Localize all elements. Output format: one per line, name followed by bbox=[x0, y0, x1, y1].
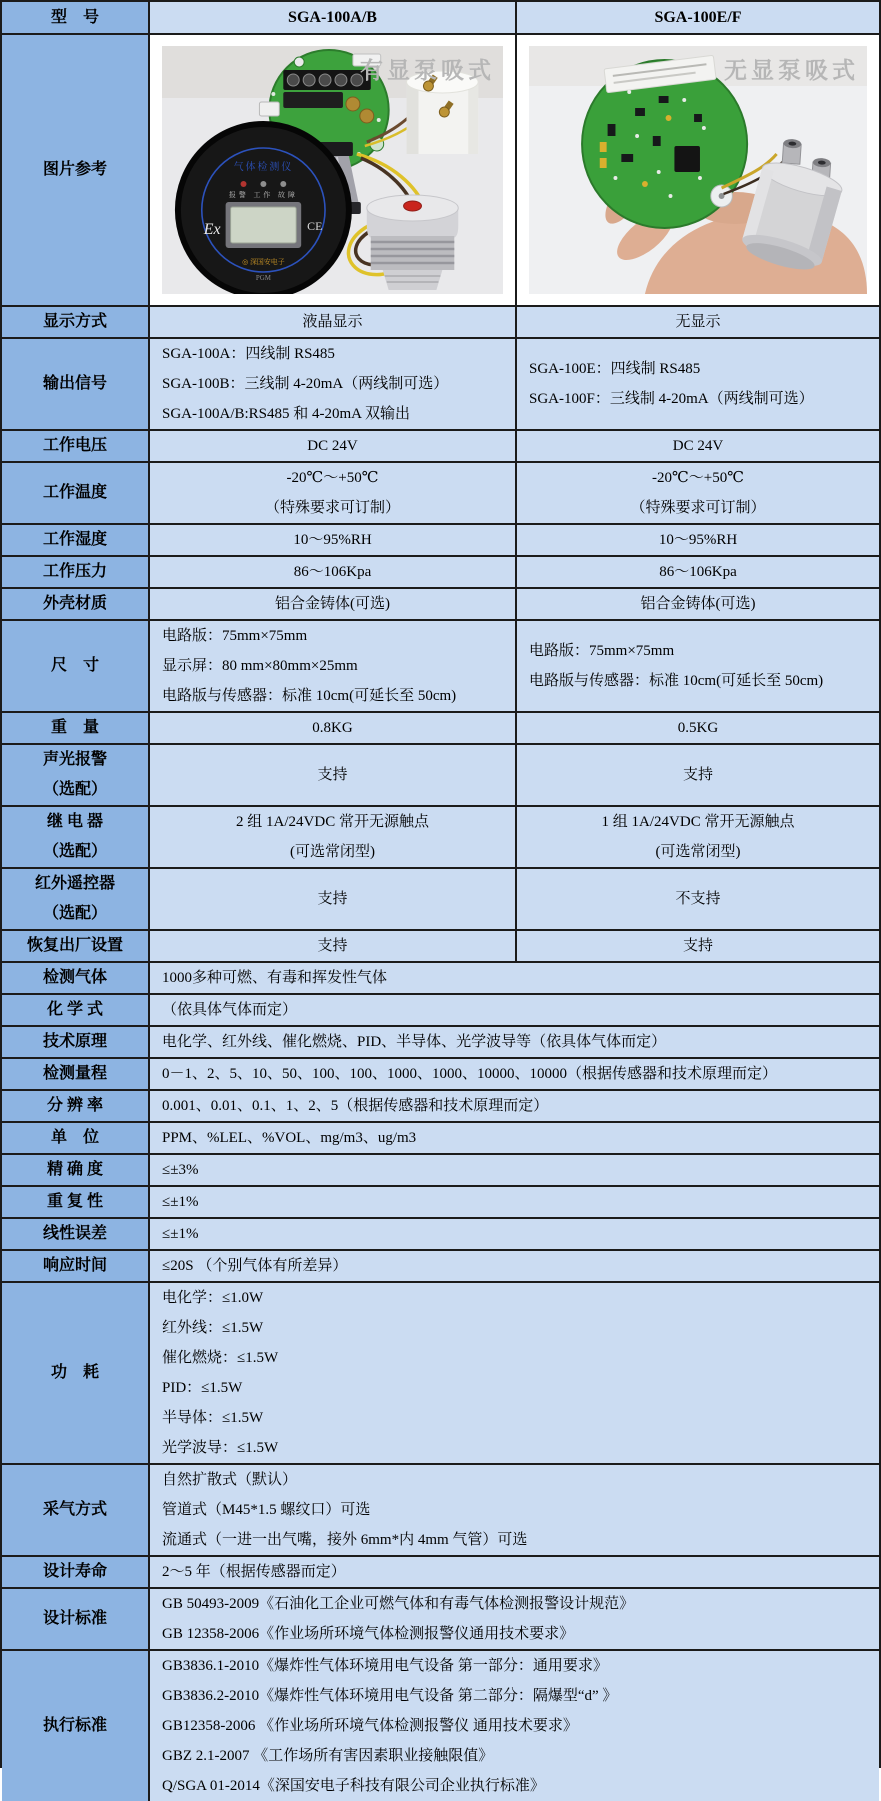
text-line: 显示屏：80 mm×80mm×25mm bbox=[162, 658, 358, 674]
spec-row bbox=[2, 339, 879, 431]
text-line: 采气方式 bbox=[42, 1501, 107, 1518]
spec-row bbox=[2, 557, 879, 589]
row-label bbox=[2, 1283, 150, 1463]
row-value-left bbox=[150, 931, 515, 961]
row-label bbox=[2, 1589, 150, 1649]
spec-row bbox=[2, 1219, 879, 1251]
row-value-right bbox=[515, 339, 879, 429]
spec-row bbox=[2, 1059, 879, 1091]
header-model-left: SGA-100A/B bbox=[150, 2, 515, 33]
image-row-label: 图片参考 bbox=[2, 35, 150, 305]
row-value-right bbox=[515, 807, 879, 867]
text-line: 0.001、0.01、0.1、1、2、5（根据传感器和技术原理而定） bbox=[162, 1098, 549, 1114]
text-line: （特殊要求可订制） bbox=[630, 500, 766, 516]
text-line: 电路版：75mm×75mm bbox=[162, 628, 308, 644]
row-value-merged bbox=[150, 1187, 879, 1217]
text-line: PID：≤1.5W bbox=[162, 1380, 243, 1396]
row-label bbox=[2, 1251, 150, 1281]
text-line: GB12358-2006 《作业场所环境气体检测报警仪 通用技术要求》 bbox=[162, 1718, 578, 1734]
row-label bbox=[2, 1027, 150, 1057]
row-value-right bbox=[515, 589, 879, 619]
row-value-right bbox=[515, 463, 879, 523]
text-line: 0.5KG bbox=[677, 720, 719, 736]
row-label bbox=[2, 1465, 150, 1555]
text-line: 支持 bbox=[682, 767, 713, 783]
spec-row bbox=[2, 525, 879, 557]
text-line: 重 复 性 bbox=[46, 1193, 103, 1210]
svg-text:◎ 深国安电子: ◎ 深国安电子 bbox=[242, 257, 285, 267]
text-line: 重 量 bbox=[50, 719, 99, 736]
row-label bbox=[2, 1557, 150, 1587]
row-value-right bbox=[515, 557, 879, 587]
text-line: 催化燃烧：≤1.5W bbox=[162, 1350, 279, 1366]
row-label bbox=[2, 1123, 150, 1153]
text-line: 不支持 bbox=[675, 891, 721, 907]
text-line: 铝合金铸体(可选) bbox=[275, 596, 390, 612]
spec-row bbox=[2, 1027, 879, 1059]
text-line: 设计标准 bbox=[42, 1610, 107, 1627]
row-label bbox=[2, 745, 150, 805]
row-value-merged bbox=[150, 1651, 879, 1801]
text-line: 10～95%RH bbox=[293, 532, 372, 548]
text-line: 分 辨 率 bbox=[46, 1097, 103, 1114]
spec-row bbox=[2, 1155, 879, 1187]
text-line: 电化学、红外线、催化燃烧、PID、半导体、光学波导等（依具体气体而定） bbox=[162, 1034, 667, 1050]
text-line: 化 学 式 bbox=[46, 1001, 103, 1018]
row-label bbox=[2, 589, 150, 619]
image-reference-row bbox=[2, 35, 879, 307]
text-line: 工作温度 bbox=[42, 484, 107, 501]
text-line: 执行标准 bbox=[42, 1717, 107, 1734]
svg-text:PGM: PGM bbox=[255, 273, 271, 283]
text-line: 红外线：≤1.5W bbox=[162, 1320, 264, 1336]
text-line: 2 组 1A/24VDC 常开无源触点 bbox=[236, 814, 429, 830]
text-line: 光学波导：≤1.5W bbox=[162, 1440, 279, 1456]
row-value-merged bbox=[150, 1059, 879, 1089]
text-line: 电路版与传感器：标准 10cm(可延长至 50cm) bbox=[529, 673, 824, 689]
row-label bbox=[2, 525, 150, 555]
product-photo-sga100ab bbox=[150, 35, 515, 305]
row-value-merged bbox=[150, 1027, 879, 1057]
row-value-merged bbox=[150, 1219, 879, 1249]
row-value-merged bbox=[150, 1557, 879, 1587]
watermark-left: 有显泵吸式 bbox=[360, 58, 495, 83]
text-line: （选配） bbox=[42, 843, 107, 860]
row-value-left bbox=[150, 807, 515, 867]
spec-row bbox=[2, 1557, 879, 1589]
text-line: 2～5 年（根据传感器而定） bbox=[162, 1564, 346, 1580]
svg-text:气体检测仪: 气体检测仪 bbox=[233, 161, 294, 174]
text-line: 精 确 度 bbox=[46, 1161, 103, 1178]
text-line: ≤±3% bbox=[162, 1162, 199, 1178]
row-label bbox=[2, 621, 150, 711]
row-value-right bbox=[515, 745, 879, 805]
spec-row bbox=[2, 307, 879, 339]
row-value-merged bbox=[150, 1589, 879, 1649]
row-value-left bbox=[150, 745, 515, 805]
text-line: 自然扩散式（默认） bbox=[162, 1472, 298, 1488]
row-label bbox=[2, 307, 150, 337]
text-line: SGA-100A：四线制 RS485 bbox=[162, 346, 335, 362]
header-model-right: SGA-100E/F bbox=[515, 2, 879, 33]
text-line: 0－1、2、5、10、50、100、100、1000、1000、10000、10000（根据传感器和技术原理而定） bbox=[162, 1066, 778, 1082]
text-line: 支持 bbox=[317, 767, 348, 783]
row-label bbox=[2, 1091, 150, 1121]
lcd-detector-illustration bbox=[178, 124, 349, 294]
row-label bbox=[2, 963, 150, 993]
text-line: （依具体气体而定） bbox=[162, 1002, 298, 1018]
text-line: GBZ 2.1-2007 《工作场所有害因素职业接触限值》 bbox=[162, 1748, 494, 1764]
text-line: 检测量程 bbox=[42, 1065, 107, 1082]
text-line: 86～106Kpa bbox=[293, 564, 372, 580]
row-value-right bbox=[515, 713, 879, 743]
spec-row bbox=[2, 931, 879, 963]
row-label bbox=[2, 557, 150, 587]
row-label bbox=[2, 931, 150, 961]
spec-row bbox=[2, 463, 879, 525]
text-line: （选配） bbox=[42, 781, 107, 798]
spec-row bbox=[2, 995, 879, 1027]
svg-text:Ex: Ex bbox=[203, 220, 221, 239]
text-line: 单 位 bbox=[50, 1129, 99, 1146]
spec-row bbox=[2, 869, 879, 931]
row-label bbox=[2, 807, 150, 867]
row-value-merged bbox=[150, 1091, 879, 1121]
text-line: 电路版与传感器：标准 10cm(可延长至 50cm) bbox=[162, 688, 457, 704]
text-line: 流通式（一进一出气嘴，接外 6mm*内 4mm 气管）可选 bbox=[162, 1532, 528, 1548]
text-line: 恢复出厂设置 bbox=[26, 937, 123, 954]
row-value-merged bbox=[150, 1283, 879, 1463]
text-line: 继 电 器 bbox=[46, 813, 103, 830]
row-value-left bbox=[150, 525, 515, 555]
text-line: SGA-100E：四线制 RS485 bbox=[529, 361, 701, 377]
text-line: 1 组 1A/24VDC 常开无源触点 bbox=[601, 814, 795, 830]
row-value-merged bbox=[150, 1123, 879, 1153]
row-label bbox=[2, 995, 150, 1025]
spec-row bbox=[2, 963, 879, 995]
text-line: Q/SGA 01-2014《深国安电子科技有限公司企业执行标准》 bbox=[162, 1778, 545, 1794]
svg-text:CE: CE bbox=[307, 218, 323, 234]
text-line: 液晶显示 bbox=[302, 314, 363, 330]
row-value-right bbox=[515, 307, 879, 337]
text-line: 电路版：75mm×75mm bbox=[529, 643, 675, 659]
text-line: 技术原理 bbox=[42, 1033, 107, 1050]
text-line: 无显示 bbox=[675, 314, 721, 330]
row-label bbox=[2, 1219, 150, 1249]
text-line: -20℃～+50℃ bbox=[286, 470, 379, 486]
text-line: 电化学：≤1.0W bbox=[162, 1290, 264, 1306]
text-line: 检测气体 bbox=[42, 969, 107, 986]
text-line: 半导体：≤1.5W bbox=[162, 1410, 264, 1426]
text-line: 工作压力 bbox=[42, 563, 107, 580]
row-value-left bbox=[150, 431, 515, 461]
text-line: ≤±1% bbox=[162, 1226, 199, 1242]
spec-row bbox=[2, 1187, 879, 1219]
row-value-left bbox=[150, 307, 515, 337]
text-line: SGA-100B：三线制 4-20mA（两线制可选） bbox=[162, 376, 449, 392]
text-line: 红外遥控器 bbox=[34, 875, 115, 892]
text-line: 功 耗 bbox=[50, 1364, 99, 1381]
text-line: (可选常闭型) bbox=[655, 844, 741, 860]
row-value-left bbox=[150, 339, 515, 429]
text-line: 0.8KG bbox=[312, 720, 353, 736]
text-line: DC 24V bbox=[672, 438, 724, 454]
row-value-left bbox=[150, 557, 515, 587]
row-value-right bbox=[515, 931, 879, 961]
spec-row bbox=[2, 1251, 879, 1283]
spec-row bbox=[2, 589, 879, 621]
spec-row bbox=[2, 713, 879, 745]
text-line: PPM、%LEL、%VOL、mg/m3、ug/m3 bbox=[162, 1130, 417, 1146]
text-line: 工作湿度 bbox=[42, 531, 107, 548]
row-value-left bbox=[150, 463, 515, 523]
row-value-merged bbox=[150, 995, 879, 1025]
row-value-right bbox=[515, 869, 879, 929]
spec-row bbox=[2, 745, 879, 807]
text-line: 输出信号 bbox=[42, 375, 107, 392]
row-label bbox=[2, 713, 150, 743]
row-label bbox=[2, 463, 150, 523]
row-value-merged bbox=[150, 1155, 879, 1185]
text-line: 支持 bbox=[317, 938, 348, 954]
text-line: 设计寿命 bbox=[42, 1563, 107, 1580]
text-line: 声光报警 bbox=[42, 751, 107, 768]
row-value-left bbox=[150, 621, 515, 711]
row-label bbox=[2, 1187, 150, 1217]
spec-row bbox=[2, 1283, 879, 1465]
text-line: GB 50493-2009《石油化工企业可燃气体和有毒气体检测报警设计规范》 bbox=[162, 1596, 635, 1612]
text-line: 工作电压 bbox=[42, 437, 107, 454]
table-header-row bbox=[2, 2, 879, 35]
text-line: （特殊要求可订制） bbox=[264, 500, 400, 516]
text-line: GB 12358-2006《作业场所环境气体检测报警仪通用技术要求》 bbox=[162, 1626, 575, 1642]
text-line: 支持 bbox=[317, 891, 348, 907]
svg-text:报警 工作 故障: 报警 工作 故障 bbox=[228, 190, 298, 200]
row-value-merged bbox=[150, 1251, 879, 1281]
row-label bbox=[2, 869, 150, 929]
row-value-left bbox=[150, 869, 515, 929]
watermark-right: 无显泵吸式 bbox=[724, 58, 859, 83]
text-line: ≤±1% bbox=[162, 1194, 199, 1210]
text-line: 线性误差 bbox=[42, 1225, 107, 1242]
text-line: 支持 bbox=[682, 938, 713, 954]
text-line: SGA-100F：三线制 4-20mA（两线制可选） bbox=[529, 391, 814, 407]
spec-row bbox=[2, 621, 879, 713]
row-value-merged bbox=[150, 963, 879, 993]
header-model-label: 型 号 bbox=[2, 2, 150, 33]
row-label bbox=[2, 339, 150, 429]
text-line: SGA-100A/B:RS485 和 4-20mA 双输出 bbox=[162, 406, 410, 422]
row-value-merged bbox=[150, 1465, 879, 1555]
spec-row bbox=[2, 1091, 879, 1123]
row-value-right bbox=[515, 431, 879, 461]
text-line: 显示方式 bbox=[42, 313, 107, 330]
row-label bbox=[2, 1059, 150, 1089]
spec-row bbox=[2, 1651, 879, 1801]
spec-row bbox=[2, 431, 879, 463]
text-line: 尺 寸 bbox=[50, 657, 99, 674]
spec-row bbox=[2, 1123, 879, 1155]
spec-row bbox=[2, 1589, 879, 1651]
text-line: 管道式（M45*1.5 螺纹口）可选 bbox=[162, 1502, 371, 1518]
row-value-left bbox=[150, 713, 515, 743]
spec-row bbox=[2, 1465, 879, 1557]
text-line: ≤20S （个别气体有所差异） bbox=[162, 1258, 348, 1274]
product-photo-sga100ef bbox=[515, 35, 879, 305]
text-line: 1000多种可燃、有毒和挥发性气体 bbox=[162, 970, 388, 986]
spec-row bbox=[2, 807, 879, 869]
text-line: 10～95%RH bbox=[658, 532, 738, 548]
text-line: GB3836.1-2010《爆炸性气体环境用电气设备 第一部分：通用要求》 bbox=[162, 1658, 608, 1674]
row-label bbox=[2, 431, 150, 461]
text-line: -20℃～+50℃ bbox=[651, 470, 744, 486]
text-line: 铝合金铸体(可选) bbox=[640, 596, 756, 612]
text-line: （选配） bbox=[42, 905, 107, 922]
row-value-left bbox=[150, 589, 515, 619]
row-label bbox=[2, 1155, 150, 1185]
text-line: 外壳材质 bbox=[42, 595, 107, 612]
text-line: (可选常闭型) bbox=[290, 844, 375, 860]
text-line: DC 24V bbox=[307, 438, 358, 454]
photo-with-display-pump bbox=[162, 46, 503, 294]
row-value-right bbox=[515, 525, 879, 555]
text-line: GB3836.2-2010《爆炸性气体环境用电气设备 第二部分：隔爆型“d” 》 bbox=[162, 1688, 618, 1704]
text-line: 86～106Kpa bbox=[659, 564, 737, 580]
spec-rows-container bbox=[2, 307, 879, 1801]
row-value-right bbox=[515, 621, 879, 711]
photo-no-display-pump bbox=[529, 46, 867, 294]
text-line: 响应时间 bbox=[42, 1257, 107, 1274]
row-label bbox=[2, 1651, 150, 1801]
